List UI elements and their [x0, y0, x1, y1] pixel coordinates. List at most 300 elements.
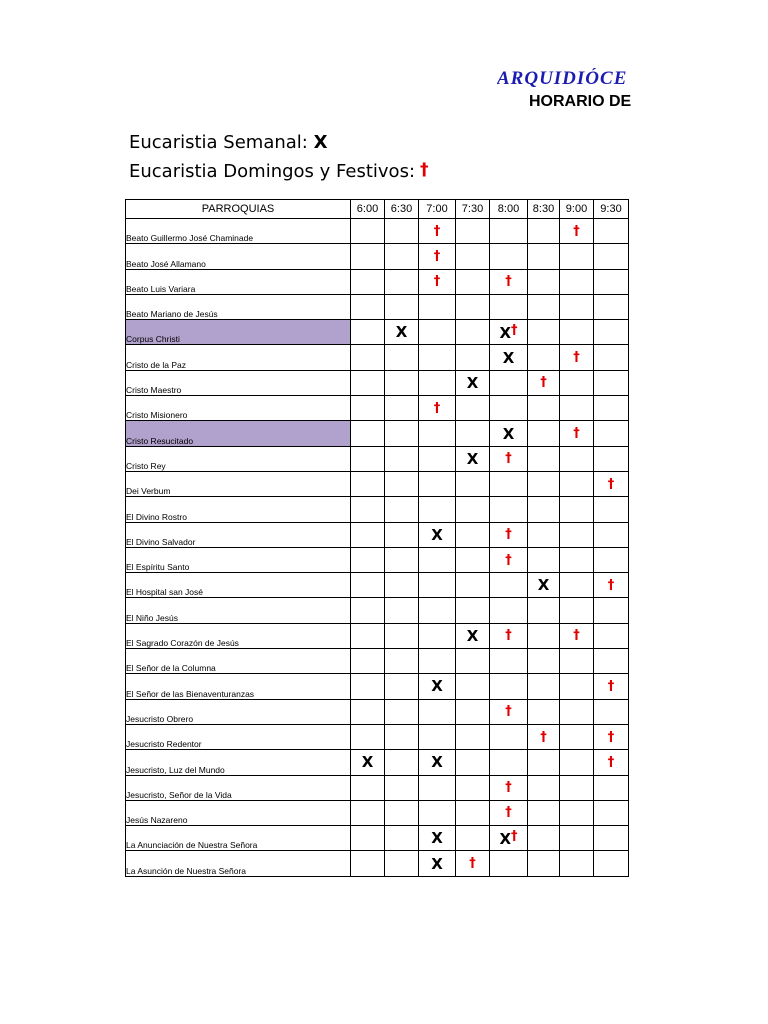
schedule-cell [385, 775, 419, 800]
schedule-cell [490, 294, 528, 319]
schedule-cell [456, 345, 490, 370]
time-header: 8:00 [490, 200, 528, 219]
schedule-cell [490, 320, 528, 345]
schedule-table [125, 199, 629, 877]
weekly-mass-mark: X [466, 449, 479, 468]
schedule-cell [351, 699, 385, 724]
schedule-cell [351, 244, 385, 269]
schedule-cell [560, 471, 594, 496]
table-row [126, 598, 629, 623]
table-row [126, 294, 629, 319]
schedule-cell [385, 269, 419, 294]
schedule-cell [351, 851, 385, 876]
schedule-cell [385, 497, 419, 522]
schedule-cell [419, 446, 456, 471]
schedule-cell [351, 471, 385, 496]
schedule-cell [385, 345, 419, 370]
schedule-cell [528, 826, 560, 851]
sunday-mass-cross: † [607, 476, 615, 492]
legend-sunday [129, 160, 429, 182]
schedule-cell [351, 573, 385, 598]
schedule-cell [351, 421, 385, 446]
sunday-mass-cross: † [505, 780, 512, 796]
schedule-cell [490, 497, 528, 522]
schedule-cell [351, 396, 385, 421]
sunday-mass-cross: † [573, 426, 580, 442]
weekly-mass-mark: X [431, 525, 443, 544]
schedule-cell [456, 699, 490, 724]
schedule-cell [528, 497, 560, 522]
schedule-cell [528, 800, 560, 825]
schedule-cell [351, 775, 385, 800]
schedule-cell [490, 244, 528, 269]
weekly-mass-mark: X [537, 576, 550, 595]
legend-sunday-label: Eucaristia Domingos y Festivos: [129, 161, 416, 182]
legend-weekly [129, 132, 328, 153]
table-row [126, 219, 629, 244]
schedule-cell [560, 421, 594, 446]
table-header-row [126, 200, 629, 219]
schedule-cell [351, 826, 385, 851]
weekly-mass-mark: X [502, 348, 515, 367]
schedule-cell [528, 547, 560, 572]
table-row [126, 750, 629, 775]
parish-name: Jesús Nazareno [126, 800, 351, 825]
schedule-cell [594, 294, 629, 319]
schedule-cell [594, 497, 629, 522]
sunday-mass-cross: † [607, 729, 615, 745]
sunday-mass-cross: † [573, 628, 580, 644]
weekly-mass-mark: X [431, 854, 443, 873]
schedule-cell [419, 522, 456, 547]
sunday-mass-cross: † [511, 828, 518, 844]
schedule-cell [419, 497, 456, 522]
weekly-mass-mark: X [466, 626, 479, 645]
time-header: 6:30 [385, 200, 419, 219]
schedule-cell [385, 370, 419, 395]
schedule-cell [594, 269, 629, 294]
schedule-cell [594, 649, 629, 674]
schedule-cell [385, 699, 419, 724]
schedule-cell [594, 674, 629, 699]
weekly-mass-mark: X [499, 829, 512, 848]
schedule-cell [528, 522, 560, 547]
sunday-mass-cross: † [607, 577, 615, 593]
schedule-cell [560, 750, 594, 775]
schedule-cell [419, 345, 456, 370]
schedule-cell [560, 623, 594, 648]
schedule-cell [351, 269, 385, 294]
schedule-cell [351, 370, 385, 395]
schedule-cell [528, 294, 560, 319]
table-row [126, 471, 629, 496]
schedule-cell [351, 547, 385, 572]
time-header: 6:00 [351, 200, 385, 219]
sunday-mass-cross: † [573, 223, 580, 239]
table-row [126, 547, 629, 572]
schedule-cell [528, 345, 560, 370]
schedule-cell [594, 598, 629, 623]
schedule-cell [560, 699, 594, 724]
parish-name: Dei Verbum [126, 471, 351, 496]
schedule-cell [560, 800, 594, 825]
schedule-cell [528, 851, 560, 876]
schedule-cell [560, 294, 594, 319]
schedule-cell [351, 750, 385, 775]
schedule-cell [456, 851, 490, 876]
schedule-cell [385, 471, 419, 496]
schedule-cell [560, 775, 594, 800]
schedule-cell [351, 598, 385, 623]
schedule-cell [528, 649, 560, 674]
schedule-cell [351, 724, 385, 749]
parish-name: El Niño Jesús [126, 598, 351, 623]
schedule-cell [419, 421, 456, 446]
table-row [126, 826, 629, 851]
weekly-mass-mark: X [395, 323, 408, 342]
schedule-cell [419, 775, 456, 800]
schedule-cell [594, 370, 629, 395]
schedule-cell [419, 573, 456, 598]
schedule-cell [490, 471, 528, 496]
parish-name: La Anunciación de Nuestra Señora [126, 826, 351, 851]
schedule-cell [456, 269, 490, 294]
schedule-cell [528, 320, 560, 345]
time-header: 7:00 [419, 200, 456, 219]
parish-name: Cristo de la Paz [126, 345, 351, 370]
schedule-cell [528, 244, 560, 269]
schedule-cell [528, 699, 560, 724]
parish-name: Cristo Resucitado [126, 421, 351, 446]
schedule-cell [594, 724, 629, 749]
schedule-cell [560, 370, 594, 395]
schedule-cell [456, 750, 490, 775]
legend-weekly-symbol: X [313, 132, 328, 153]
sunday-mass-cross: † [607, 754, 615, 770]
table-row [126, 345, 629, 370]
schedule-cell [490, 775, 528, 800]
time-header: 9:30 [594, 200, 629, 219]
schedule-cell [419, 370, 456, 395]
schedule-cell [528, 623, 560, 648]
schedule-cell [385, 573, 419, 598]
sunday-mass-cross: † [505, 451, 512, 467]
table-row [126, 522, 629, 547]
schedule-cell [456, 547, 490, 572]
schedule-cell [419, 320, 456, 345]
parish-name: Cristo Maestro [126, 370, 351, 395]
schedule-cell [594, 826, 629, 851]
schedule-cell [456, 396, 490, 421]
schedule-cell [490, 219, 528, 244]
table-row [126, 396, 629, 421]
schedule-cell [456, 244, 490, 269]
schedule-cell [419, 826, 456, 851]
schedule-cell [490, 800, 528, 825]
schedule-cell [456, 294, 490, 319]
schedule-cell [419, 851, 456, 876]
schedule-cell [594, 446, 629, 471]
table-row [126, 649, 629, 674]
schedule-cell [490, 623, 528, 648]
schedule-cell [560, 219, 594, 244]
archdiocese-title: ARQUIDIÓCE [497, 68, 628, 89]
schedule-cell [528, 370, 560, 395]
schedule-cell [528, 750, 560, 775]
weekly-mass-mark: X [431, 677, 443, 696]
parish-name: Jesucristo Redentor [126, 724, 351, 749]
sunday-mass-cross: † [433, 223, 441, 239]
table-row [126, 699, 629, 724]
schedule-cell [490, 345, 528, 370]
schedule-cell [419, 244, 456, 269]
schedule-cell [528, 219, 560, 244]
schedule-cell [560, 244, 594, 269]
table-row [126, 724, 629, 749]
sunday-mass-cross: † [433, 400, 441, 416]
parish-name: Beato Luis Variara [126, 269, 351, 294]
schedule-cell [385, 396, 419, 421]
table-row [126, 851, 629, 876]
parish-name: El Divino Salvador [126, 522, 351, 547]
parish-name: El Hospital san José [126, 573, 351, 598]
sunday-mass-cross: † [607, 678, 615, 694]
sunday-mass-cross: † [540, 729, 547, 745]
schedule-cell [385, 750, 419, 775]
schedule-cell [490, 826, 528, 851]
schedule-cell [490, 396, 528, 421]
sunday-mass-cross: † [540, 375, 547, 391]
schedule-cell [594, 775, 629, 800]
schedule-cell [385, 219, 419, 244]
sunday-mass-cross: † [505, 274, 512, 290]
schedule-cell [419, 471, 456, 496]
schedule-cell [560, 269, 594, 294]
schedule-cell [560, 396, 594, 421]
schedule-cell [385, 547, 419, 572]
schedule-cell [560, 345, 594, 370]
schedule-cell [385, 421, 419, 446]
schedule-cell [419, 219, 456, 244]
schedule-cell [419, 547, 456, 572]
schedule-body [126, 219, 629, 877]
schedule-cell [490, 421, 528, 446]
schedule-cell [594, 219, 629, 244]
schedule-cell [560, 497, 594, 522]
schedule-cell [560, 320, 594, 345]
schedule-cell [490, 649, 528, 674]
schedule-cell [490, 269, 528, 294]
sunday-mass-cross: † [505, 805, 512, 821]
sunday-mass-cross: † [433, 274, 441, 290]
schedule-cell [456, 649, 490, 674]
weekly-mass-mark: X [431, 753, 443, 772]
schedule-cell [528, 421, 560, 446]
schedule-cell [456, 598, 490, 623]
schedule-cell [560, 674, 594, 699]
sunday-mass-cross: † [505, 552, 512, 568]
schedule-cell [528, 446, 560, 471]
weekly-mass-mark: X [466, 373, 479, 392]
parish-name: Cristo Rey [126, 446, 351, 471]
schedule-cell [351, 800, 385, 825]
schedule-cell [594, 699, 629, 724]
schedule-cell [385, 446, 419, 471]
schedule-cell [560, 446, 594, 471]
schedule-cell [490, 598, 528, 623]
table-row [126, 497, 629, 522]
table-row [126, 370, 629, 395]
parish-name: El Señor de las Bienaventuranzas [126, 674, 351, 699]
parish-name: Beato Guillermo José Chaminade [126, 219, 351, 244]
schedule-cell [528, 775, 560, 800]
schedule-cell [456, 623, 490, 648]
schedule-cell [351, 649, 385, 674]
legend-sunday-symbol: † [420, 160, 429, 180]
schedule-cell [594, 396, 629, 421]
schedule-cell [419, 750, 456, 775]
parish-name: El Divino Rostro [126, 497, 351, 522]
sunday-mass-cross: † [505, 704, 512, 720]
schedule-cell [385, 649, 419, 674]
schedule-title: HORARIO DE [529, 93, 632, 110]
schedule-cell [419, 269, 456, 294]
schedule-cell [419, 699, 456, 724]
schedule-cell [490, 724, 528, 749]
schedule-cell [490, 446, 528, 471]
schedule-cell [490, 674, 528, 699]
parish-name: La Asunción de Nuestra Señora [126, 851, 351, 876]
schedule-cell [419, 649, 456, 674]
parish-name: Jesucristo, Señor de la Vida [126, 775, 351, 800]
schedule-cell [385, 244, 419, 269]
weekly-mass-mark: X [502, 424, 515, 443]
schedule-cell [560, 573, 594, 598]
parish-name: Jesucristo Obrero [126, 699, 351, 724]
weekly-mass-mark: X [499, 323, 512, 342]
weekly-mass-mark: X [431, 829, 443, 848]
schedule-cell [385, 294, 419, 319]
sunday-mass-cross: † [433, 248, 441, 264]
schedule-cell [560, 522, 594, 547]
parish-name: Jesucristo, Luz del Mundo [126, 750, 351, 775]
schedule-cell [528, 573, 560, 598]
schedule-cell [560, 724, 594, 749]
weekly-mass-mark: X [361, 753, 374, 772]
parish-name: El Espíritu Santo [126, 547, 351, 572]
schedule-cell [560, 826, 594, 851]
schedule-cell [560, 547, 594, 572]
schedule-cell [385, 320, 419, 345]
sunday-mass-cross: † [511, 322, 518, 338]
schedule-cell [594, 547, 629, 572]
schedule-cell [351, 345, 385, 370]
schedule-cell [385, 851, 419, 876]
schedule-cell [419, 598, 456, 623]
sunday-mass-cross: † [469, 856, 476, 872]
schedule-cell [594, 573, 629, 598]
schedule-cell [456, 775, 490, 800]
schedule-cell [385, 522, 419, 547]
schedule-cell [419, 800, 456, 825]
schedule-cell [594, 522, 629, 547]
schedule-cell [594, 421, 629, 446]
schedule-cell [456, 320, 490, 345]
schedule-cell [594, 851, 629, 876]
time-header: 8:30 [528, 200, 560, 219]
schedule-cell [490, 851, 528, 876]
schedule-cell [594, 471, 629, 496]
schedule-cell [456, 370, 490, 395]
schedule-cell [351, 522, 385, 547]
parish-name: Beato José Allamano [126, 244, 351, 269]
table-row [126, 446, 629, 471]
schedule-cell [351, 446, 385, 471]
schedule-cell [419, 396, 456, 421]
schedule-cell [456, 446, 490, 471]
schedule-cell [385, 826, 419, 851]
schedule-cell [456, 421, 490, 446]
table-row [126, 775, 629, 800]
legend-weekly-label: Eucaristia Semanal: [129, 132, 308, 153]
parish-name: Beato Mariano de Jesús [126, 294, 351, 319]
schedule-cell [560, 851, 594, 876]
schedule-cell [594, 800, 629, 825]
schedule-cell [351, 219, 385, 244]
schedule-cell [385, 724, 419, 749]
schedule-cell [594, 750, 629, 775]
schedule-cell [456, 522, 490, 547]
schedule-cell [528, 396, 560, 421]
schedule-cell [419, 623, 456, 648]
parishes-header: PARROQUIAS [126, 200, 351, 219]
schedule-cell [560, 649, 594, 674]
table-row [126, 320, 629, 345]
sunday-mass-cross: † [505, 628, 512, 644]
table-row [126, 623, 629, 648]
schedule-cell [419, 724, 456, 749]
schedule-cell [490, 699, 528, 724]
schedule-cell [528, 269, 560, 294]
schedule-cell [456, 724, 490, 749]
parish-name: Cristo Misionero [126, 396, 351, 421]
schedule-cell [456, 497, 490, 522]
table-row [126, 244, 629, 269]
table-row [126, 674, 629, 699]
schedule-cell [560, 598, 594, 623]
schedule-cell [594, 345, 629, 370]
sunday-mass-cross: † [505, 527, 512, 543]
schedule-cell [456, 471, 490, 496]
schedule-cell [419, 294, 456, 319]
schedule-cell [594, 244, 629, 269]
schedule-cell [528, 471, 560, 496]
schedule-cell [490, 750, 528, 775]
schedule-cell [419, 674, 456, 699]
table-row [126, 421, 629, 446]
schedule-cell [385, 800, 419, 825]
schedule-cell [385, 674, 419, 699]
schedule-cell [351, 294, 385, 319]
schedule-cell [351, 320, 385, 345]
schedule-cell [490, 522, 528, 547]
schedule-cell [490, 370, 528, 395]
schedule-cell [528, 598, 560, 623]
schedule-cell [456, 826, 490, 851]
table-row [126, 800, 629, 825]
table-row [126, 573, 629, 598]
schedule-cell [528, 724, 560, 749]
